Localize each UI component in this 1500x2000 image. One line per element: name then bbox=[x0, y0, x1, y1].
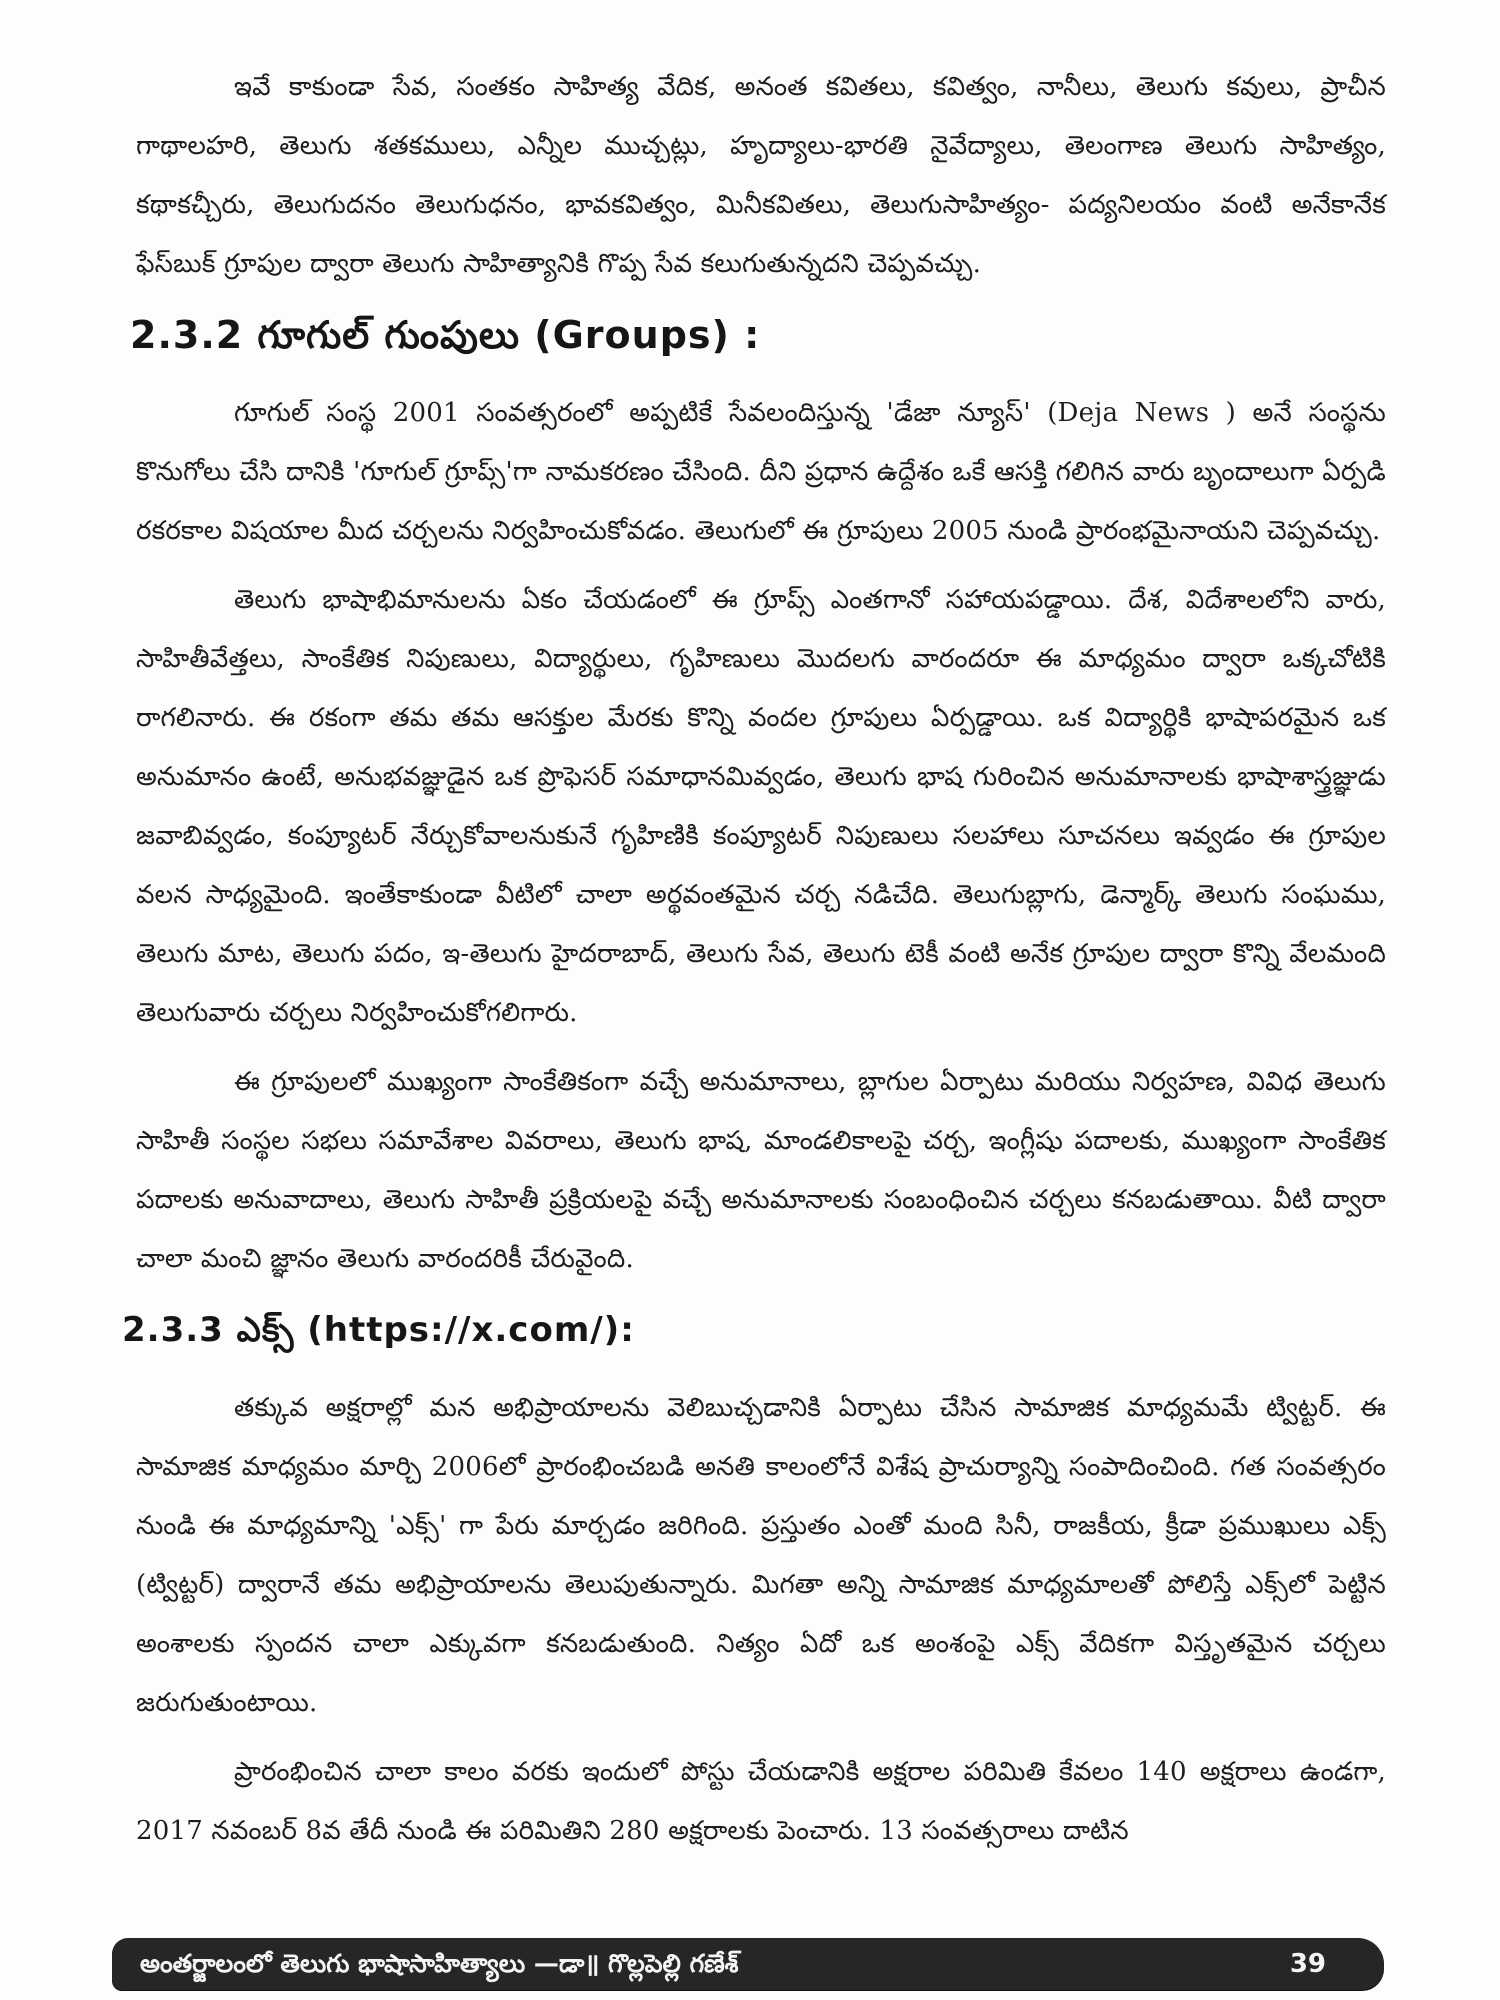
paragraph-google-groups-intro: గూగుల్ సంస్థ 2001 సంవత్సరంలో అప్పటికే సేవలందిస్తున్న 'డేజా న్యూస్' (Deja News ) అనే సంస్థను కొనుగోలు చేసి దానికి 'గూగుల్ గ్రూప్స్'గా నామకరణం చేసింది. దీని ప్రధాన ఉద్దేశం ఒకే ఆసక్తి గలిగిన వారు బృందాలుగా ఏర్పడి రకరకాల విషయాల మీద చర్చలను నిర్వహించుకోవడం. తెలుగులో ఈ గ్రూపులు 2005 నుండి ప్రారంభమైనాయని చెప్పవచ్చు. bbox=[136, 398, 1386, 546]
paragraph-x-character-limit: ప్రారంభించిన చాలా కాలం వరకు ఇందులో పోస్టు చేయడానికి అక్షరాల పరిమితి కేవలం 140 అక్షరాలు ఉండగా, 2017 నవంబర్ 8వ తేదీ నుండి ఈ పరిమితిని 280 అక్షరాలకు పెంచారు. 13 సంవత్సరాలు దాటిన bbox=[136, 1757, 1386, 1846]
footer-bar bbox=[112, 1938, 1384, 1990]
paragraph-x-intro: తక్కువ అక్షరాల్లో మన అభిప్రాయాలను వెలిబుచ్చడానికి ఏర్పాటు చేసిన సామాజిక మాధ్యమమే ట్విట్టర్. ఈ సామాజిక మాధ్యమం మార్చి 2006లో ప్రారంభించబడి అనతి కాలంలోనే విశేష ప్రాచుర్యాన్ని సంపాదించింది. గత సంవత్సరం నుండి ఈ మాధ్యమాన్ని 'ఎక్స్' గా పేరు మార్చడం జరిగింది. ప్రస్తుతం ఎంతో మంది సినీ, రాజకీయ, క్రీడా ప్రముఖులు ఎక్స్ (ట్విట్టర్) ద్వారానే తమ అభిప్రాయాలను తెలుపుతున్నారు. మిగతా అన్ని సామాజిక మాధ్యమాలతో పోలిస్తే ఎక్స్‌లో పెట్టిన అంశాలకు స్పందన చాలా ఎక్కువగా కనబడుతుంది. నిత్యం ఏదో ఒక అంశంపై ఎక్స్ వేదికగా విస్తృతమైన చర్చలు జరుగుతుంటాయి. bbox=[136, 1393, 1386, 1718]
paragraph-google-groups-topics: ఈ గ్రూపులలో ముఖ్యంగా సాంకేతికంగా వచ్చే అనుమానాలు, బ్లాగుల ఏర్పాటు మరియు నిర్వహణ, వివిధ తెలుగు సాహితీ సంస్థల సభలు సమావేశాల వివరాలు, తెలుగు భాష, మాండలికాలపై చర్చ, ఇంగ్లీషు పదాలకు, ముఖ్యంగా సాంకేతిక పదాలకు అనువాదాలు, తెలుగు సాహితీ ప్రక్రియలపై వచ్చే అనుమానాలకు సంబంధించిన చర్చలు కనబడుతాయి. వీటి ద్వారా చాలా మంచి జ్ఞానం తెలుగు వారందరికీ చేరువైంది. bbox=[136, 1067, 1386, 1274]
footer-book-title: అంతర్జాలంలో తెలుగు భాషాసాహిత్యాలు —డా॥ గొల్లపెల్లి గణేశ్ bbox=[140, 1949, 739, 1978]
page-number: 39 bbox=[1289, 1949, 1326, 1979]
paragraph-google-groups-benefits: తెలుగు భాషాభిమానులను ఏకం చేయడంలో ఈ గ్రూప్స్ ఎంతగానో సహాయపడ్డాయి. దేశ, విదేశాలలోని వారు, సాహితీవేత్తలు, సాంకేతిక నిపుణులు, విద్యార్థులు, గృహిణులు మొదలగు వారందరూ ఈ మాధ్యమం ద్వారా ఒక్కచోటికి రాగలినారు. ఈ రకంగా తమ తమ ఆసక్తుల మేరకు కొన్ని వందల గ్రూపులు ఏర్పడ్డాయి. ఒక విద్యార్థికి భాషాపరమైన ఒక అనుమానం ఉంటే, అనుభవజ్ఞుడైన ఒక ప్రొఫెసర్ సమాధానమివ్వడం, తెలుగు భాష గురించిన అనుమానాలకు భాషాశాస్త్రజ్ఞుడు జవాబివ్వడం, కంప్యూటర్ నేర్చుకోవాలనుకునే గృహిణికి కంప్యూటర్ నిపుణులు సలహాలు సూచనలు ఇవ్వడం ఈ గ్రూపుల వలన సాధ్యమైంది. ఇంతేకాకుండా వీటిలో చాలా అర్థవంతమైన చర్చ నడిచేది. తెలుగుబ్లాగు, డెన్మార్క్ తెలుగు సంఘము, తెలుగు మాట, తెలుగు పదం, ఇ-తెలుగు హైదరాబాద్, తెలుగు సేవ, తెలుగు టెకీ వంటి అనేక గ్రూపుల ద్వారా కొన్ని వేలమంది తెలుగువారు చర్చలు నిర్వహించుకోగలిగారు. bbox=[136, 585, 1386, 1028]
paragraph-facebook-groups: ఇవే కాకుండా సేవ, సంతకం సాహిత్య వేదిక, అనంత కవితలు, కవిత్వం, నానీలు, తెలుగు కవులు, ప్రాచీన గాథాలహరి, తెలుగు శతకములు, ఎన్నీల ముచ్చట్లు, హృద్యాలు-భారతి నైవేద్యాలు, తెలంగాణ తెలుగు సాహిత్యం, కథాకచ్చీరు, తెలుగుదనం తెలుగుధనం, భావకవిత్వం, మినీకవితలు, తెలుగుసాహిత్యం- పద్యనిలయం వంటి అనేకానేక ఫేస్‌బుక్ గ్రూపుల ద్వారా తెలుగు సాహిత్యానికి గొప్ప సేవ కలుగుతున్నదని చెప్పవచ్చు. bbox=[136, 72, 1386, 279]
section-heading-x: 2.3.3 ఎక్స్ (https://x.com/): bbox=[122, 1310, 635, 1350]
section-heading-google-groups: 2.3.2 గూగుల్ గుంపులు (Groups) : bbox=[130, 313, 761, 357]
page-content bbox=[122, 58, 1386, 1871]
